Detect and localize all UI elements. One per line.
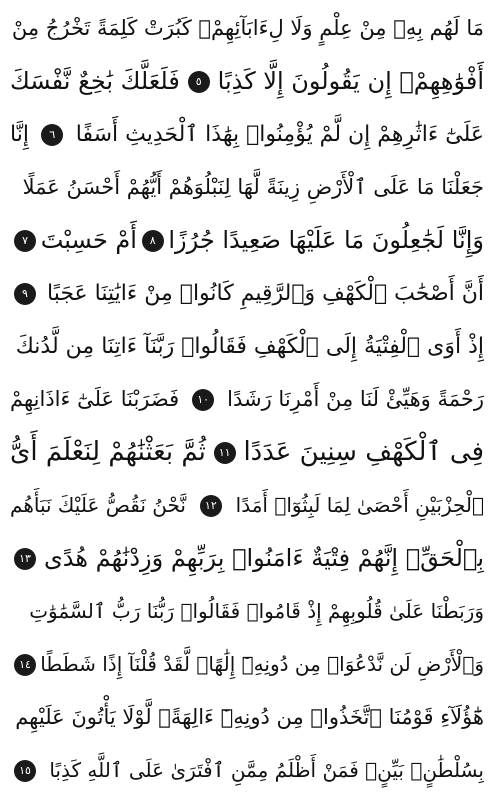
verse-text: وَرَبَطْنَا عَلَىٰ قُلُوبِهِمْ إِذْ قَامُوا۟ فَقَالُوا۟ رَبُّنَا رَبُّ ٱلسَّمَٰوَٰتِ (29, 599, 484, 623)
text-line-10 (10, 479, 484, 532)
verse-text: مَا لَهُم بِهِۦ مِنْ عِلْمٍ وَلَا لِءَابَآئِهِمْۚ كَبُرَتْ كَلِمَةً تَخْرُجُ مِنْ (11, 16, 484, 40)
verse-text: إِذْ أَوَى ٱلْفِتْيَةُ إِلَى ٱلْكَهْفِ فَقَالُوا۟ رَبَّنَآ ءَاتِنَا مِن لَّدُنكَ (15, 334, 484, 359)
text-line-15 (10, 744, 484, 797)
verse-text: ثُمَّ بَعَثْنَٰهُمْ لِنَعْلَمَ أَىُّ (10, 437, 206, 467)
verse-text: فَلَعَلَّكَ بَٰخِعٌ نَّفْسَكَ (10, 67, 180, 95)
verse-text: بِسُلْطَٰنٍۭ بَيِّنٍۖ فَمَنْ أَظْلَمُ مِمَّنِ ٱفْتَرَىٰ عَلَى ٱللَّهِ كَذِبًا (49, 758, 484, 782)
verse-text: أَفْوَٰهِهِمْۚ إِن يَقُولُونَ إِلَّا كَذِبًا (217, 67, 484, 95)
ayah-number-marker: ٥ (188, 71, 210, 93)
text-line-1 (10, 2, 484, 55)
ayah-number-marker: ٧ (14, 230, 36, 252)
verse-text: أَنَّ أَصْحَٰبَ ٱلْكَهْفِ وَٱلرَّقِيمِ كَانُوا۟ مِنْ ءَايَٰتِنَا عَجَبًا (47, 281, 484, 306)
verse-text: عَلَىٰٓ ءَاثَٰرِهِمْ إِن لَّمْ يُؤْمِنُوا۟ بِهَٰذَا ٱلْحَدِيثِ أَسَفًا (75, 122, 484, 147)
verse-text: نَّحْنُ نَقُصُّ عَلَيْكَ نَبَأَهُم (10, 493, 186, 517)
ayah-number-marker: ٦ (41, 124, 63, 146)
verse-text: رَحْمَةً وَهَيِّئْ لَنَا مِنْ أَمْرِنَا رَشَدًا (227, 387, 484, 411)
ayah-number-marker: ١٢ (200, 495, 222, 517)
verse-text: بِٱلْحَقِّۚ إِنَّهُمْ فِتْيَةٌ ءَامَنُوا۟ بِرَبِّهِمْ وَزِدْنَٰهُمْ هُدًى (43, 544, 484, 572)
text-line-2 (10, 55, 484, 108)
text-line-7 (10, 320, 484, 373)
ayah-number-marker: ١٤ (14, 654, 36, 676)
ayah-number-marker: ٨ (142, 230, 164, 252)
ayah-number-marker: ١٣ (14, 548, 36, 570)
text-line-6 (10, 267, 484, 320)
ayah-number-marker: ١٥ (14, 760, 36, 782)
ayah-number-marker: ١١ (214, 442, 236, 464)
verse-text: أَمْ حَسِبْتَ (40, 226, 137, 254)
text-line-14 (10, 691, 484, 744)
text-line-4 (10, 161, 484, 214)
text-line-8 (10, 373, 484, 426)
verse-text: وَإِنَّا لَجَٰعِلُونَ مَا عَلَيْهَا صَعِيدًا جُرُزًا (168, 226, 484, 254)
verse-text: ٱلْحِزْبَيْنِ أَحْصَىٰ لِمَا لَبِثُوٓا۟ أَمَدًا (235, 493, 484, 517)
text-line-3 (10, 108, 484, 161)
verse-text: جَعَلْنَا مَا عَلَى ٱلْأَرْضِ زِينَةً لَّهَا لِنَبْلُوَهُمْ أَيُّهُمْ أَحْسَنُ عَمَلًا (22, 175, 484, 199)
ayah-number-marker: ٩ (14, 283, 36, 305)
text-line-5 (10, 214, 484, 267)
text-line-11 (10, 532, 484, 585)
verse-text: فِى ٱلْكَهْفِ سِنِينَ عَدَدًا (243, 437, 484, 467)
verse-text: إِنَّا (10, 122, 29, 147)
text-line-13 (10, 638, 484, 691)
ayah-number-marker: ١٠ (192, 389, 214, 411)
verse-text: فَضَرَبْنَا عَلَىٰٓ ءَاذَانِهِمْ (10, 387, 180, 411)
text-line-12 (10, 585, 484, 638)
verse-text: وَٱلْأَرْضِ لَن نَّدْعُوَا۟ مِن دُونِهِۦٓ إِلَٰهًاۖ لَّقَدْ قُلْنَآ إِذًا شَطَطًا (40, 652, 484, 676)
verse-text: هَٰٓؤُلَآءِ قَوْمُنَا ٱتَّخَذُوا۟ مِن دُونِهِۦٓ ءَالِهَةًۖ لَّوْلَا يَأْتُونَ عَلَيْهِم (15, 705, 484, 729)
text-line-9 (10, 426, 484, 479)
